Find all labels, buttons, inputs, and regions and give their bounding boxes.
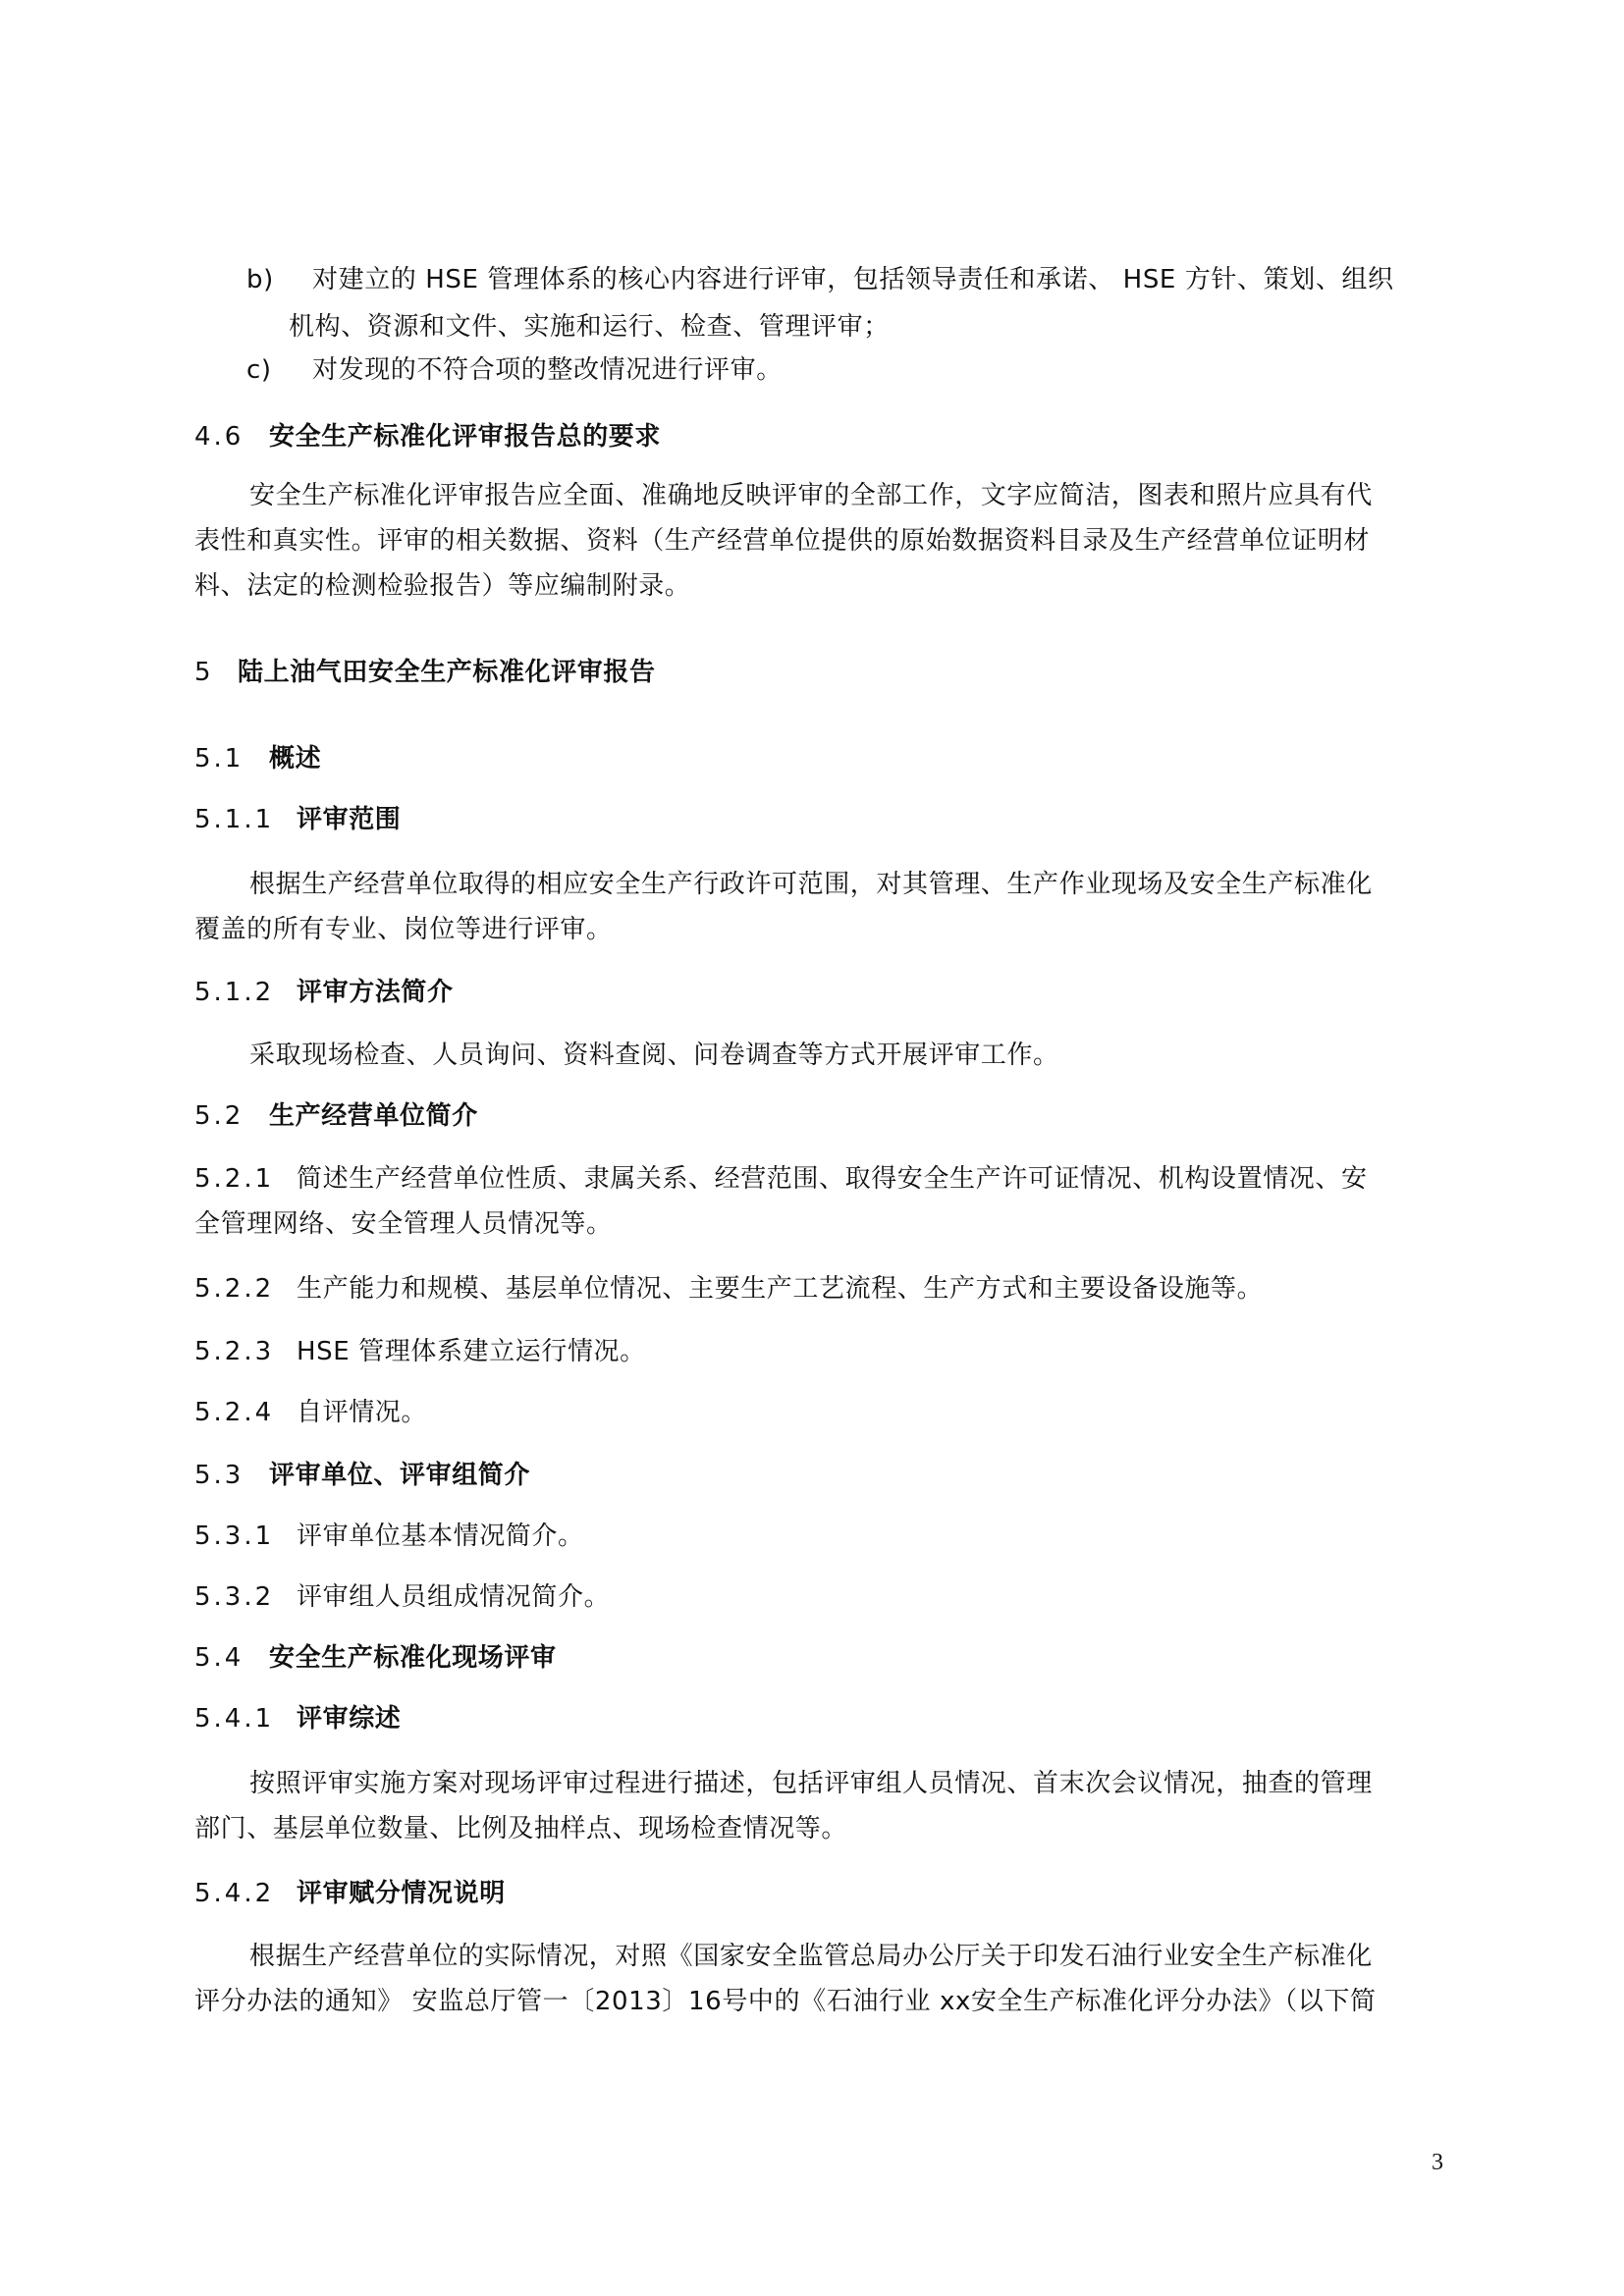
paragraph-line: 覆盖的所有专业、岗位等进行评审。	[194, 915, 613, 944]
clause-continuation: 全管理网络、安全管理人员情况等。	[194, 1209, 613, 1239]
clause-number: 5.2.4	[194, 1398, 275, 1427]
section-title: 生产经营单位简介	[269, 1101, 478, 1131]
clause-text: 自评情况。	[297, 1398, 428, 1427]
clause-text: 简述生产经营单位性质、隶属关系、经营范围、取得安全生产许可证情况、机构设置情况、安	[297, 1164, 1368, 1194]
section-heading-5-1	[194, 742, 321, 775]
section-title: 评审范围	[297, 805, 402, 834]
section-title: 评审方法简介	[297, 978, 454, 1007]
paragraph-line: 根据生产经营单位取得的相应安全生产行政许可范围，对其管理、生产作业现场及安全生产标准化	[249, 870, 1373, 899]
section-heading-5-1-2	[194, 976, 454, 1009]
paragraph-line: 采取现场检查、人员询问、资料查阅、问卷调查等方式开展评审工作。	[249, 1041, 1059, 1070]
section-heading-5-1-1	[194, 803, 401, 836]
section-title: 安全生产标准化现场评审	[269, 1643, 557, 1673]
paragraph-line: 根据生产经营单位的实际情况，对照《国家安全监管总局办公厅关于印发石油行业安全生产标准化	[249, 1942, 1373, 1971]
section-heading-5-4-1	[194, 1702, 401, 1735]
section-title: 安全生产标准化评审报告总的要求	[269, 422, 662, 452]
chapter-heading-5	[194, 656, 656, 689]
paragraph-line: 表性和真实性。评审的相关数据、资料（生产经营单位提供的原始数据资料目录及生产经营单位证明材	[194, 526, 1371, 556]
clause-5-2-3	[194, 1335, 646, 1368]
list-item-c	[246, 353, 272, 387]
section-number: 5.4.1	[194, 1704, 275, 1734]
section-number: 5.1	[194, 744, 244, 774]
section-number: 4.6	[194, 422, 244, 452]
list-item-b-line-2: 机构、资源和文件、实施和运行、检查、管理评审；	[289, 312, 890, 342]
list-marker: b)	[246, 265, 274, 294]
clause-number: 5.2.2	[194, 1274, 275, 1304]
list-marker: c)	[246, 355, 272, 385]
paragraph-line: 按照评审实施方案对现场评审过程进行描述，包括评审组人员情况、首末次会议情况，抽查的管理	[249, 1769, 1373, 1798]
paragraph-line: 料、法定的检测检验报告）等应编制附录。	[194, 571, 691, 601]
paragraph-line: 部门、基层单位数量、比例及抽样点、现场检查情况等。	[194, 1814, 848, 1843]
section-number: 5.1.2	[194, 978, 275, 1007]
section-number: 5.4.2	[194, 1879, 275, 1908]
list-item-b-line-1: 对建立的 HSE 管理体系的核心内容进行评审，包括领导责任和承诺、 HSE 方针、策划、组织	[312, 265, 1394, 294]
paragraph-line: 安全生产标准化评审报告应全面、准确地反映评审的全部工作，文字应简洁，图表和照片应具有代	[249, 481, 1373, 510]
section-heading-5-2	[194, 1099, 478, 1133]
clause-text: 评审组人员组成情况简介。	[297, 1582, 611, 1612]
section-number: 5.1.1	[194, 805, 275, 834]
clause-text: 生产能力和规模、基层单位情况、主要生产工艺流程、生产方式和主要设备设施等。	[297, 1274, 1264, 1304]
section-heading-5-4-2	[194, 1877, 506, 1910]
paragraph-line: 评分办法的通知》 安监总厅管一〔2013〕16号中的《石油行业 xx安全生产标准化评分办法》（以下简	[194, 1987, 1377, 2016]
clause-5-3-1	[194, 1520, 584, 1553]
clause-5-2-2	[194, 1272, 1263, 1306]
section-title: 概述	[269, 744, 322, 774]
section-heading-4-6	[194, 420, 661, 454]
section-number: 5.3	[194, 1461, 244, 1490]
clause-number: 5.3.1	[194, 1522, 275, 1551]
section-title: 陆上油气田安全生产标准化评审报告	[238, 658, 656, 687]
clause-number: 5.2.1	[194, 1164, 275, 1194]
list-item-b	[246, 263, 274, 296]
section-title: 评审综述	[297, 1704, 402, 1734]
clause-text: 评审单位基本情况简介。	[297, 1522, 584, 1551]
section-number: 5	[194, 658, 214, 687]
clause-5-3-2	[194, 1580, 610, 1614]
clause-5-2-4	[194, 1396, 427, 1429]
list-item-c-line-1: 对发现的不符合项的整改情况进行评审。	[312, 355, 783, 385]
section-heading-5-3	[194, 1459, 530, 1492]
section-heading-5-4	[194, 1641, 557, 1675]
page-number: 3	[1432, 2150, 1443, 2175]
section-number: 5.4	[194, 1643, 244, 1673]
section-title: 评审赋分情况说明	[297, 1879, 506, 1908]
clause-text: HSE 管理体系建立运行情况。	[297, 1337, 646, 1366]
clause-number: 5.2.3	[194, 1337, 275, 1366]
section-number: 5.2	[194, 1101, 244, 1131]
clause-number: 5.3.2	[194, 1582, 275, 1612]
section-title: 评审单位、评审组简介	[269, 1461, 531, 1490]
clause-5-2-1	[194, 1162, 1368, 1196]
